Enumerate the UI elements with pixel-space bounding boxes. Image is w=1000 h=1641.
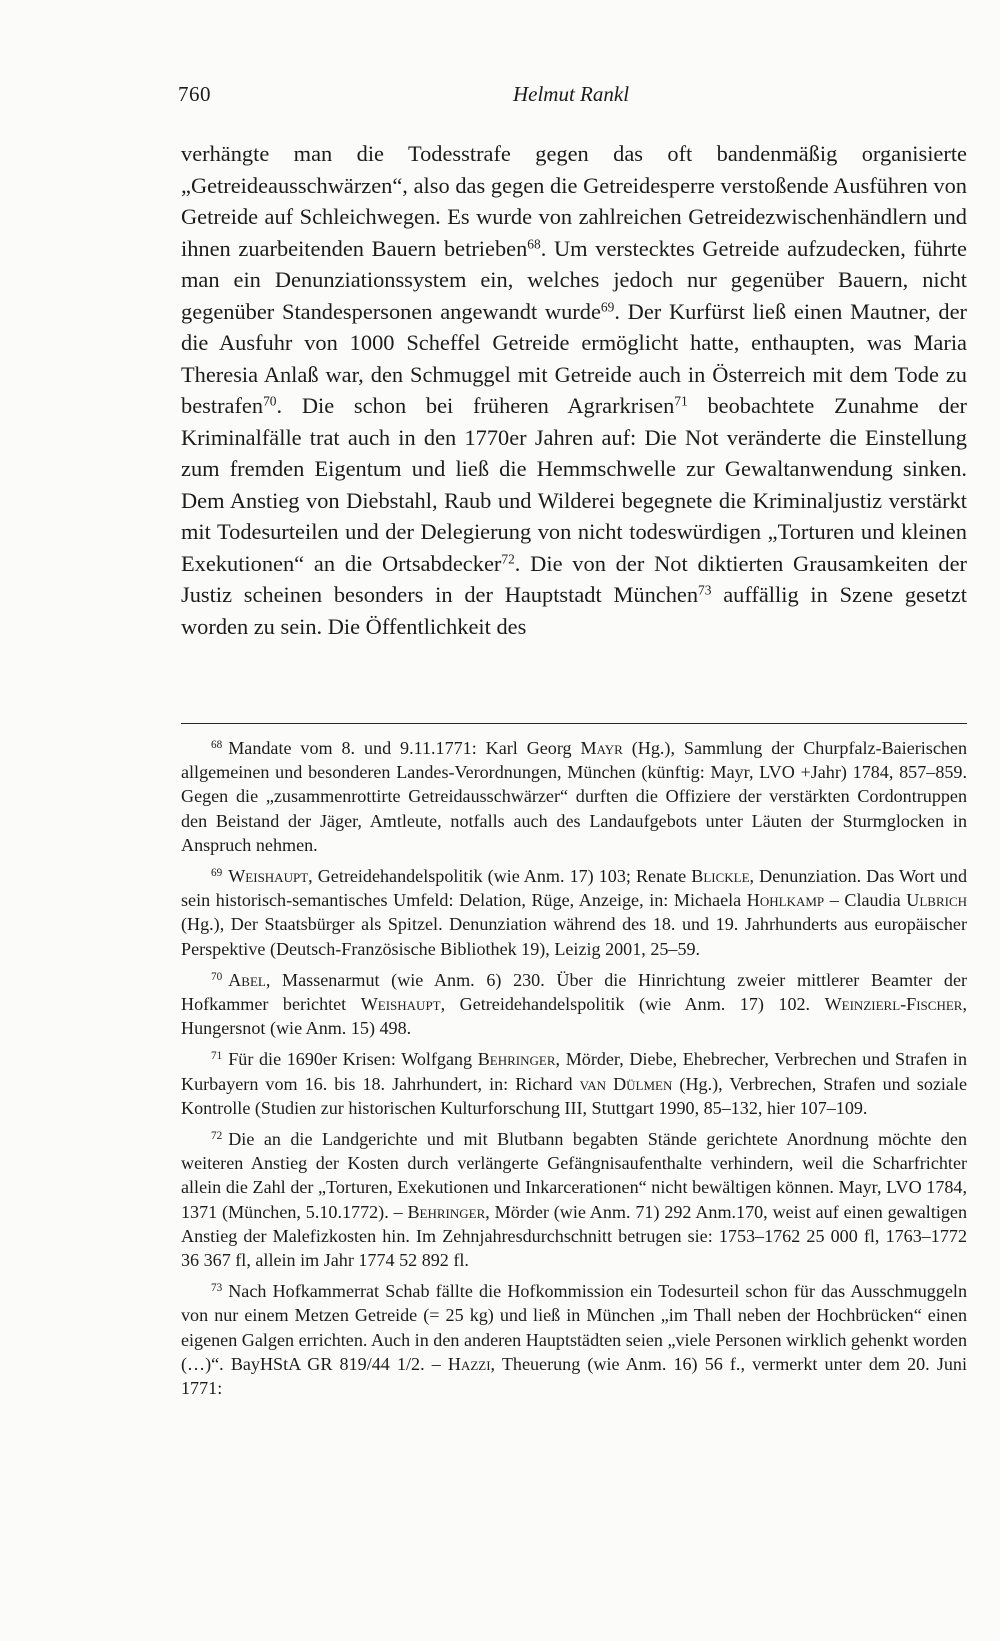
footnote-text: Nach Hofkammerrat Schab fällte die Hofkommission ein Todesurteil schon für das Ausschmuggeln von nur einem Metzen Getreide (= 25 kg) und ließ in München „im Thall neben der Hochbrücken“ einen eigenen Galgen errichten. Auch in den anderen Hauptstädten seien „viele Personen wirklich gehenkt worden (…)“. BayHStA GR 819/44 1/2. – Hazzi, Theuerung (wie Anm. 16) 56 f., vermerkt unter dem 20. Juni 1771: <box>181 1281 967 1399</box>
footnote-72 <box>181 1127 967 1272</box>
main-text <box>181 138 967 642</box>
footnote-number: 71 <box>211 1050 223 1063</box>
footnote-number: 70 <box>211 970 223 983</box>
body-paragraph: verhängte man die Todesstrafe gegen das oft bandenmäßig organisierte „Getreideausschwärzen“, also das gegen die Getreidesperre verstoßende Ausführen von Getreide auf Schleichwegen. Es wurde von zahlreichen Getreidezwischenhändlern und ihnen zuarbeitenden Bauern betrieben$^{68}$. Um verstecktes Getreide aufzudecken, führte man ein Denunziationssystem ein, welches jedoch nur gegenüber Bauern, nicht gegenüber Standespersonen angewandt wurde$^{69}$. Der Kurfürst ließ einen Mautner, der die Ausfuhr von 1000 Scheffel Getreide ermöglicht hatte, enthaupten, was Maria Theresia Anlaß war, den Schmuggel mit Getreide auch in Österreich mit dem Tode zu bestrafen$^{70}$. Die schon bei früheren Agrarkrisen$^{71}$ beobachtete Zunahme der Kriminalfälle trat auch in den 1770er Jahren auf: Die Not veränderte die Einstellung zum fremden Eigentum und ließ die Hemmschwelle zur Gewaltanwendung sinken. Dem Anstieg von Diebstahl, Raub und Wilderei begegnete die Kriminaljustiz verstärkt mit Todesurteilen und der Delegierung von nicht todeswürdigen „Torturen und kleinen Exekutionen“ an die Ortsabdecker$^{72}$. Die von der Not diktierten Grausamkeiten der Justiz scheinen besonders in der Hauptstadt München$^{73}$ auffällig in Szene gesetzt worden zu sein. Die Öffentlichkeit des <box>181 141 967 639</box>
footnote-separator <box>181 723 967 724</box>
footnote-text: Für die 1690er Krisen: Wolfgang Behringer, Mörder, Diebe, Ehebrecher, Verbrechen und Strafen in Kurbayern vom 16. bis 18. Jahrhundert, in: Richard van Dülmen (Hg.), Verbrechen, Strafen und soziale Kontrolle (Studien zur historischen Kulturforschung III, Stuttgart 1990, 85–132, hier 107–109. <box>181 1049 968 1118</box>
footnote-69 <box>181 864 967 961</box>
footnote-number: 69 <box>211 866 223 879</box>
footnote-number: 72 <box>211 1129 223 1142</box>
footnote-70 <box>181 968 967 1041</box>
running-head-author: Helmut Rankl <box>512 82 630 106</box>
footnote-number: 73 <box>211 1282 223 1295</box>
page-number: 760 <box>178 82 211 106</box>
footnote-text: Die an die Landgerichte und mit Blutbann begabten Stände gerichtete Anordnung möchte den weiteren Anstieg der Kosten durch verlängerte Gefängnisaufenthalte verhindern, weil die Scharfrichter allein die Zahl der „Torturen, Exekutionen und Inkarcerationen“ nicht bewältigen können. Mayr, LVO 1784, 1371 (München, 5.10.1772). – Behringer, Mörder (wie Anm. 71) 292 Anm.170, weist auf einen gewaltigen Anstieg der Malefizkosten hin. Im Zehnjahresdurchschnitt betrugen sie: 1753–1762 25 000 fl, 1763–1772 36 367 fl, allein im Jahr 1774 52 892 fl. <box>181 1129 967 1271</box>
footnotes <box>181 736 967 1407</box>
footnote-number: 68 <box>211 738 223 751</box>
footnote-text: Mandate vom 8. und 9.11.1771: Karl Georg Mayr (Hg.), Sammlung der Churpfalz-Baierischen allgemeinen und besonderen Landes-Verordnungen, München (künftig: Mayr, LVO +Jahr) 1784, 857–859. Gegen die „zusammenrottirte Getreidausschwärzer“ durften die Offiziere der verstärkten Cordontruppen den Beistand der Jäger, Amtleute, notfalls auch des Landaufgebots unter Läuten der Sturmglocken in Anspruch nehmen. <box>181 738 967 855</box>
footnote-68 <box>181 736 967 857</box>
footnote-text: Weishaupt, Getreidehandelspolitik (wie Anm. 17) 103; Renate Blickle, Denunziation. Das Wort und sein historisch-semantisches Umfeld: Delation, Rüge, Anzeige, in: Michaela Hohlkamp – Claudia Ulbrich (Hg.), Der Staatsbürger als Spitzel. Denunziation während des 18. und 19. Jahrhunderts aus europäischer Perspektive (Deutsch-Französische Bibliothek 19), Leizig 2001, 25–59. <box>181 866 968 959</box>
footnote-71 <box>181 1047 967 1120</box>
footnote-73 <box>181 1279 967 1400</box>
footnote-text: Abel, Massenarmut (wie Anm. 6) 230. Über die Hinrichtung zweier mittlerer Beamter der Hofkammer berichtet Weishaupt, Getreidehandelspolitik (wie Anm. 17) 102. Weinzierl-Fischer, Hungersnot (wie Anm. 15) 498. <box>181 969 967 1039</box>
page-header <box>178 82 964 112</box>
